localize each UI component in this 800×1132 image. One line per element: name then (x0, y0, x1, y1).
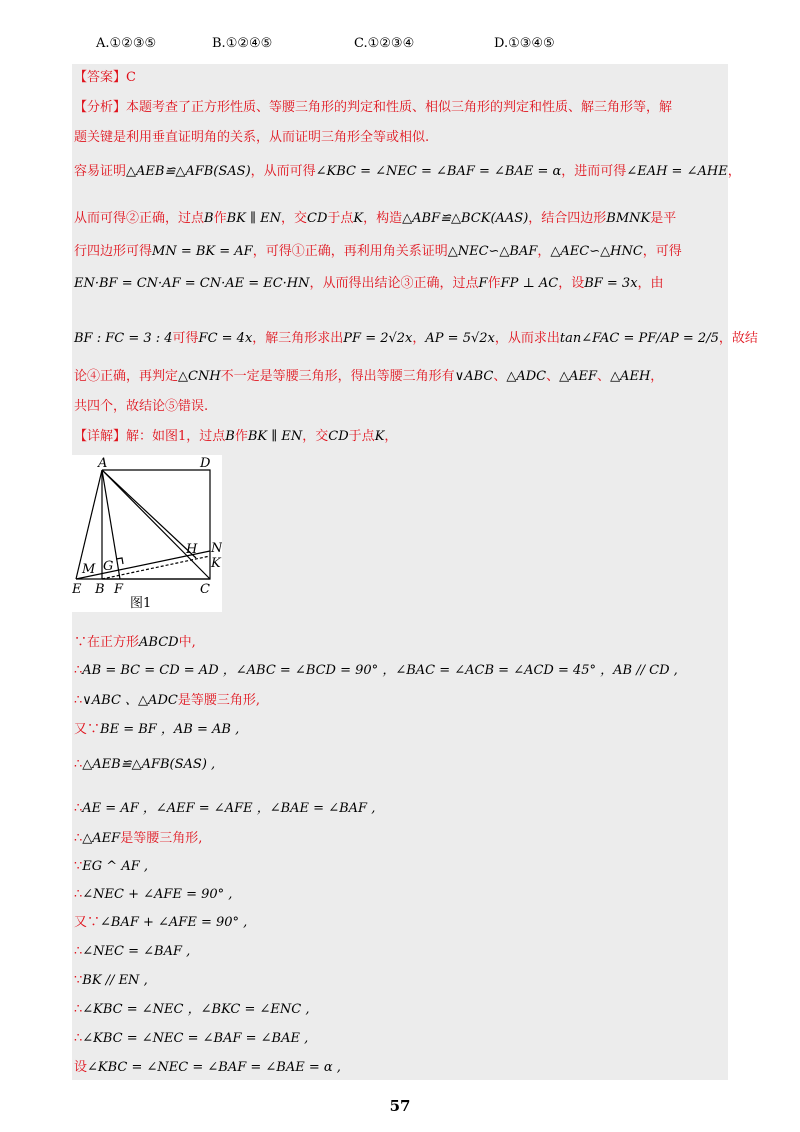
analysis-line-2: 题关键是利用垂直证明角的关系，从而证明三角形全等或相似. (74, 130, 430, 145)
analysis-line-5: 行四边形可得MN = BK = AF，可得①正确，再利用角关系证明△NEC∽△BAF，△AEC∽△HNC，可得 (74, 244, 682, 259)
analysis-line-9: 共四个，故结论⑤错误. (74, 399, 209, 414)
detail-line: 【详解】解：如图1，过点B作BK ∥ EN，交CD于点K， (74, 429, 398, 444)
choice-b: B.①②④⑤ (212, 36, 273, 51)
label-a: A (98, 456, 108, 471)
answer-line: 【答案】C (74, 70, 136, 85)
analysis-line-3: 容易证明△AEB≌△AFB(SAS)，从而可得∠KBC = ∠NEC = ∠BAF = ∠BAE = α，进而可得∠EAH = ∠AHE， (74, 164, 741, 179)
proof-step: ∴△AEB≌△AFB(SAS) , (74, 757, 216, 772)
choice-a: A.①②③⑤ (96, 36, 157, 51)
label-n: N (211, 541, 222, 556)
proof-step: ∴∠NEC = ∠BAF , (74, 944, 191, 959)
label-b: B (95, 582, 105, 597)
proof-step: ∴∨ABC 、△ADC是等腰三角形, (74, 693, 260, 708)
analysis-line-4: 从而可得②正确，过点B作BK ∥ EN，交CD于点K，构造△ABF≌△BCK(AAS)，结合四边形BMNK是平 (74, 211, 677, 226)
label-e: E (72, 582, 82, 597)
proof-step: ∵在正方形ABCD中, (74, 635, 196, 650)
figure-caption: 图1 (130, 596, 152, 611)
label-c: C (200, 582, 210, 597)
proof-step: ∴AB = BC = CD = AD ，∠ABC = ∠BCD = 90° ，∠BAC = ∠ACB = ∠ACD = 45° ，AB // CD , (74, 663, 678, 678)
analysis-line-8: 论④正确，再判定△CNH不一定是等腰三角形，得出等腰三角形有∨ABC、△ADC、△AEF、△AEH， (74, 369, 664, 384)
proof-step: ∴AE = AF ，∠AEF = ∠AFE ，∠BAE = ∠BAF , (74, 801, 376, 816)
line-ah (102, 470, 196, 558)
label-d: D (200, 456, 211, 471)
analysis-line-1: 【分析】本题考查了正方形性质、等腰三角形的判定和性质、相似三角形的判定和性质、解三角形等，解 (74, 100, 673, 115)
label-m: M (82, 562, 96, 577)
proof-step: 设∠KBC = ∠NEC = ∠BAF = ∠BAE = α , (74, 1060, 341, 1075)
geometry-figure (72, 455, 222, 612)
figure-svg (72, 455, 222, 612)
label-g: G (103, 559, 114, 574)
proof-step: ∵EG ^ AF , (74, 859, 148, 874)
proof-step: ∴∠NEC + ∠AFE = 90° , (74, 887, 233, 902)
proof-step: ∵BK // EN , (74, 973, 148, 988)
proof-step: ∴∠KBC = ∠NEC = ∠BAF = ∠BAE , (74, 1031, 309, 1046)
analysis-line-7: BF : FC = 3 : 4可得FC = 4x，解三角形求出PF = 2√2x，AP = 5√2x，从而求出tan∠FAC = PF/AP = 2/5，故结 (74, 331, 758, 346)
label-h: H (186, 542, 198, 557)
choice-d: D.①③④⑤ (494, 36, 555, 51)
label-f: F (114, 582, 124, 597)
proof-step: 又∵BE = BF ，AB = AB , (74, 722, 240, 737)
page-number: 57 (389, 1097, 411, 1115)
proof-step: ∴△AEF是等腰三角形, (74, 831, 203, 846)
label-k: K (211, 556, 221, 571)
proof-step: 又∵∠BAF + ∠AFE = 90° , (74, 915, 248, 930)
analysis-line-6: EN·BF = CN·AF = CN·AE = EC·HN，从而得出结论③正确，过点F作FP ⊥ AC，设BF = 3x，由 (74, 276, 664, 291)
choice-c: C.①②③④ (354, 36, 415, 51)
proof-step: ∴∠KBC = ∠NEC ，∠BKC = ∠ENC , (74, 1002, 310, 1017)
